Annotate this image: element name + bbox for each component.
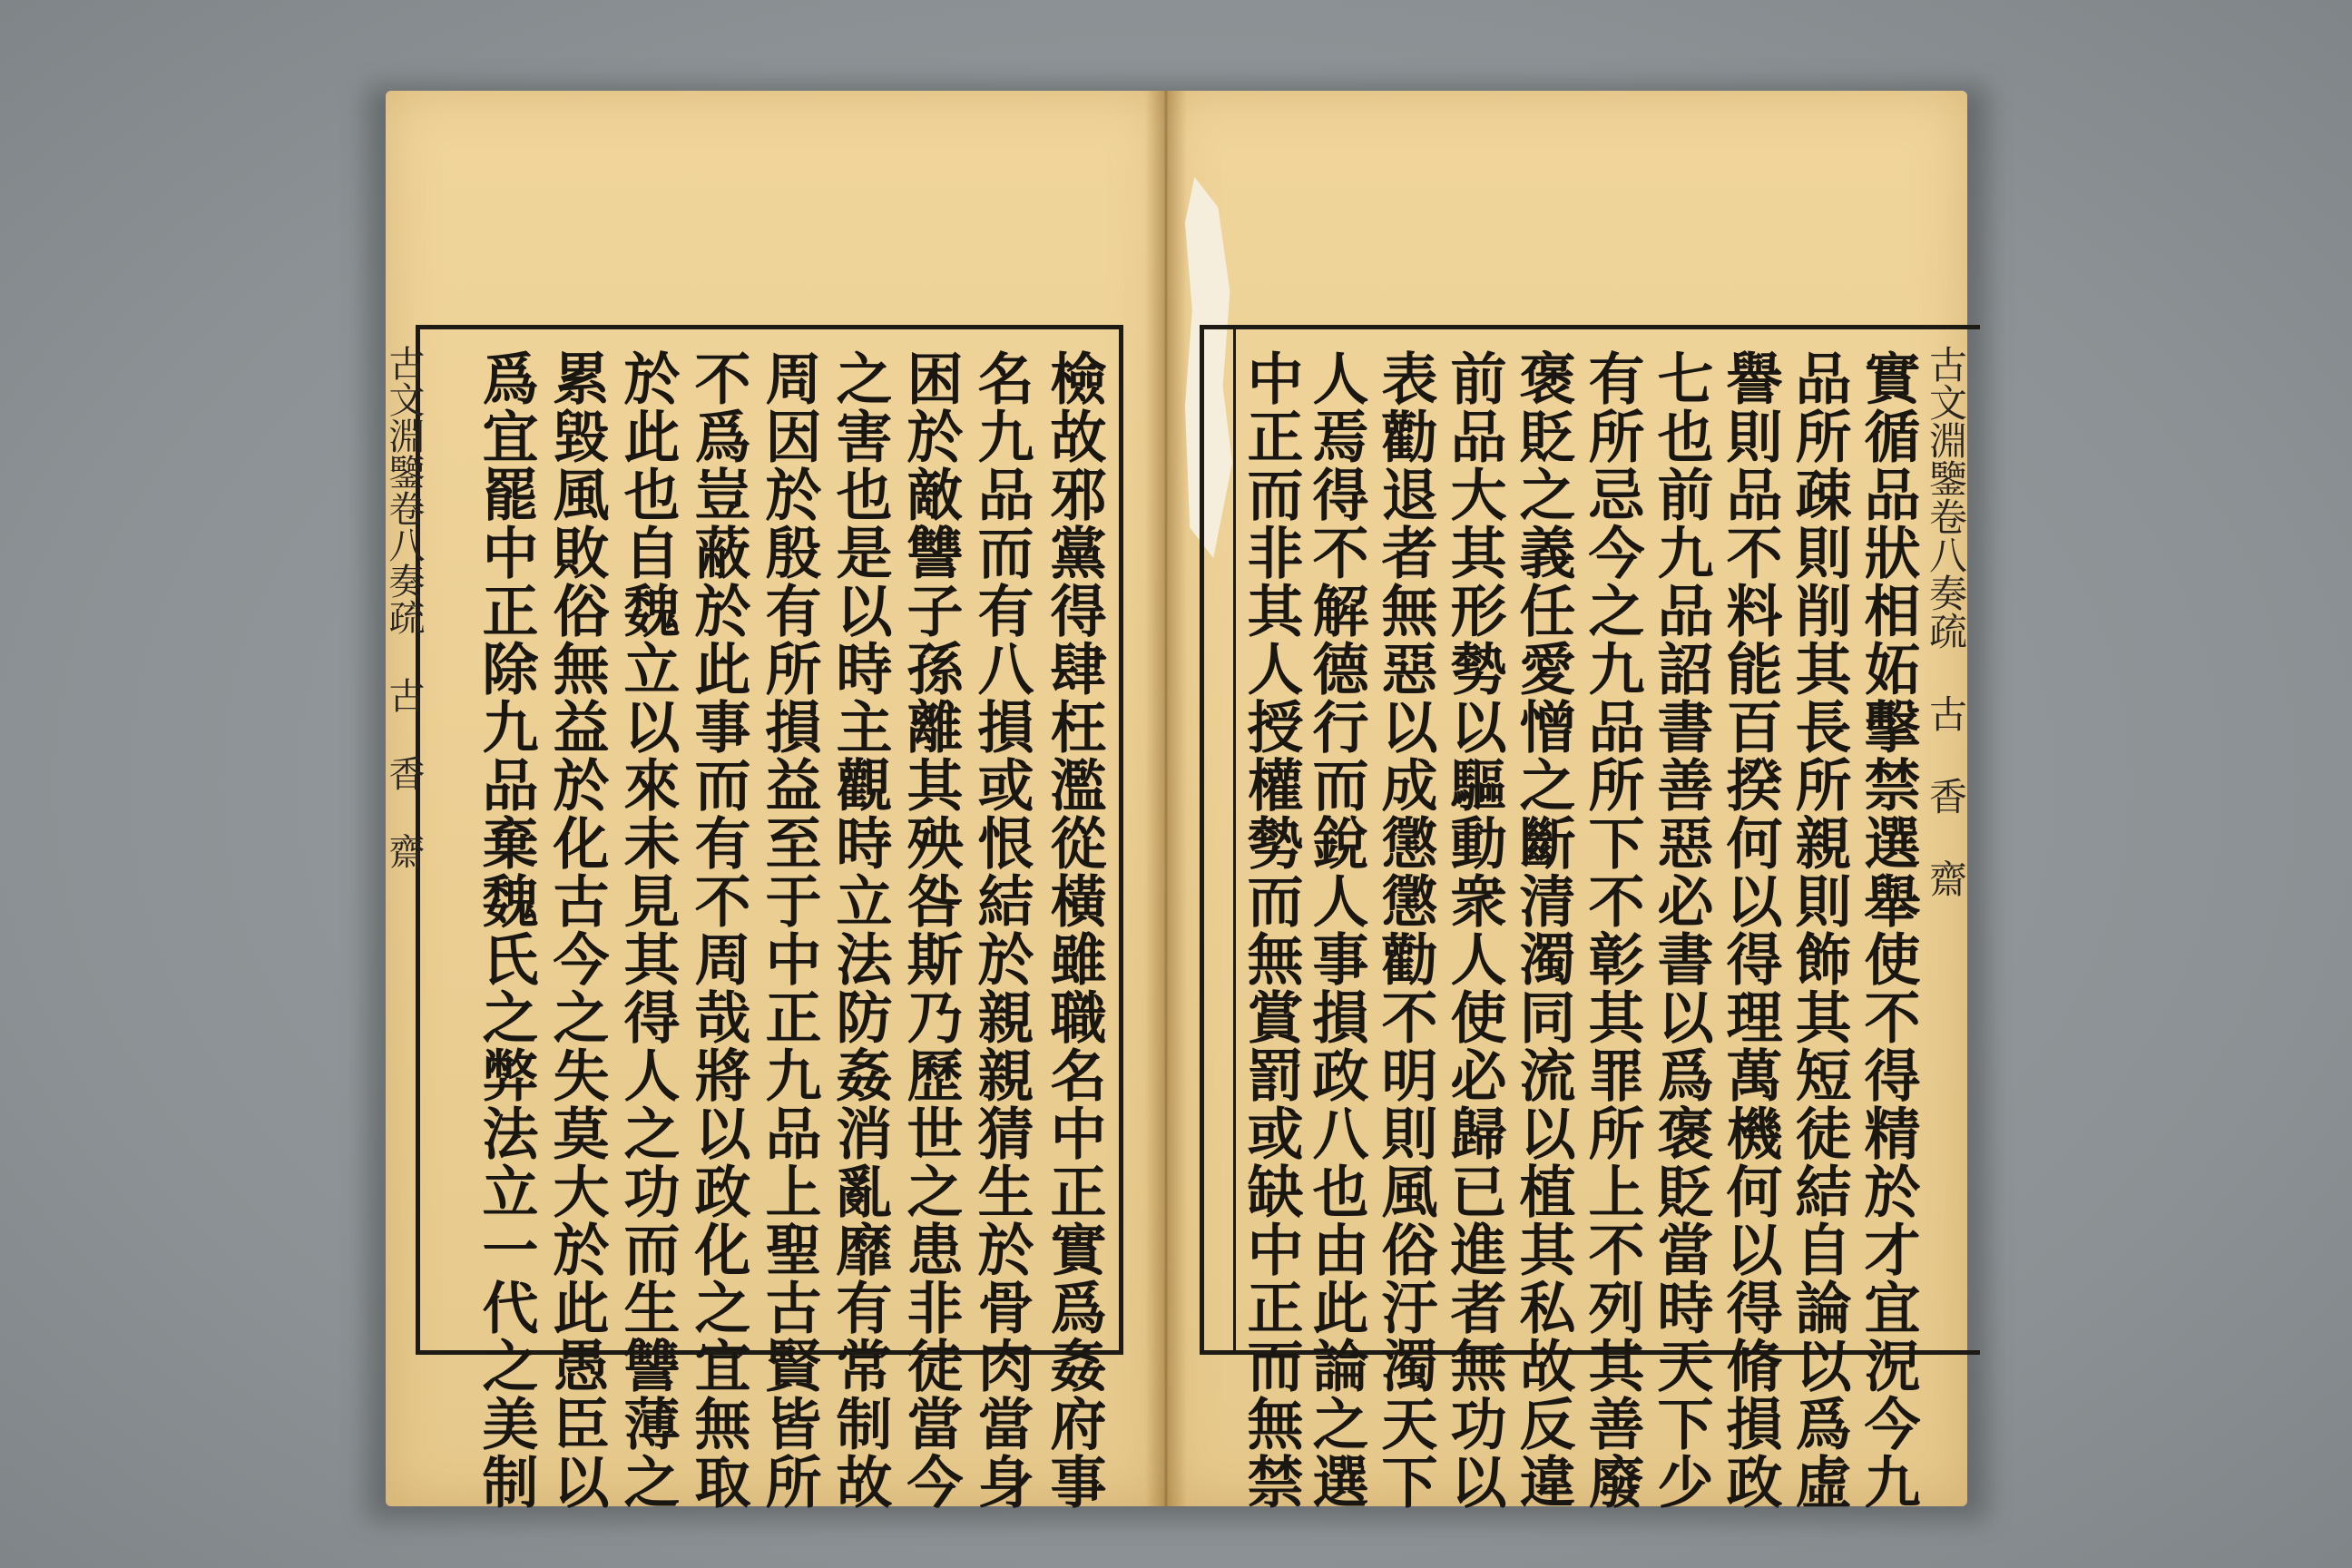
right-text-column: 表勸退者無惡以成懲懲勸不明則風俗汙濁天下 [1372, 349, 1438, 1511]
left-text-column: 檢故邪黨得肆枉濫從橫雖職名中正實爲姦府事 [1041, 349, 1107, 1511]
right-text-column: 實循品狀相妬擊禁選舉使不得精於才宜況今九 [1855, 349, 1921, 1511]
right-text-column: 人焉得不解德行而銳人事損政八也由此論之選 [1303, 349, 1369, 1511]
left-text-column: 爲宜罷中正除九品棄魏氏之弊法立一代之美制 [473, 349, 539, 1511]
left-text-column: 之害也是以時主觀時立法防姦消亂靡有常制故 [827, 349, 893, 1511]
left-text-column: 周因於殷有所損益至于中正九品上聖古賢皆所 [756, 349, 822, 1511]
left-text-column: 不爲豈蔽於此事而有不周哉將以政化之宜無取 [685, 349, 751, 1511]
right-text-column: 前品大其形勢以驅動衆人使必歸已進者無功以 [1441, 349, 1507, 1511]
left-text-column: 於此也自魏立以來未見其得人之功而生讐薄之 [614, 349, 681, 1511]
right-text-column: 譽則品不料能百揆何以得理萬機何以得脩損政 [1717, 349, 1783, 1511]
right-text-column: 品所疎則削其長所親則飾其短徒結自論以爲虛 [1786, 349, 1852, 1511]
right-margin-title: 古文淵鑒卷八奏疏 古 香 齋 [1924, 345, 1968, 897]
left-text-column: 名九品而有八損或恨結於親親猜生於骨肉當身 [968, 349, 1034, 1511]
right-fold-column [1200, 325, 1236, 1355]
right-text-column: 七也前九品詔書善惡必書以爲褒貶當時天下少 [1648, 349, 1714, 1511]
right-text-column: 中正而非其人授權勢而無賞罰或缺中正而無禁 [1238, 349, 1304, 1511]
right-text-column: 褒貶之義任愛憎之斷清濁同流以植其私故反違 [1510, 349, 1576, 1511]
right-text-column: 有所忌今之九品所下不彰其罪所上不列其善廢 [1579, 349, 1645, 1511]
left-margin-title: 古文淵鑒卷八奏疏 古 香 齋 [383, 345, 425, 869]
left-text-column: 困於敵讐子孫離其殃咎斯乃歷世之患非徒當今 [897, 349, 964, 1511]
book-gutter [1145, 91, 1187, 1506]
left-text-column: 累毀風敗俗無益於化古今之失莫大於此愚臣以 [544, 349, 610, 1511]
